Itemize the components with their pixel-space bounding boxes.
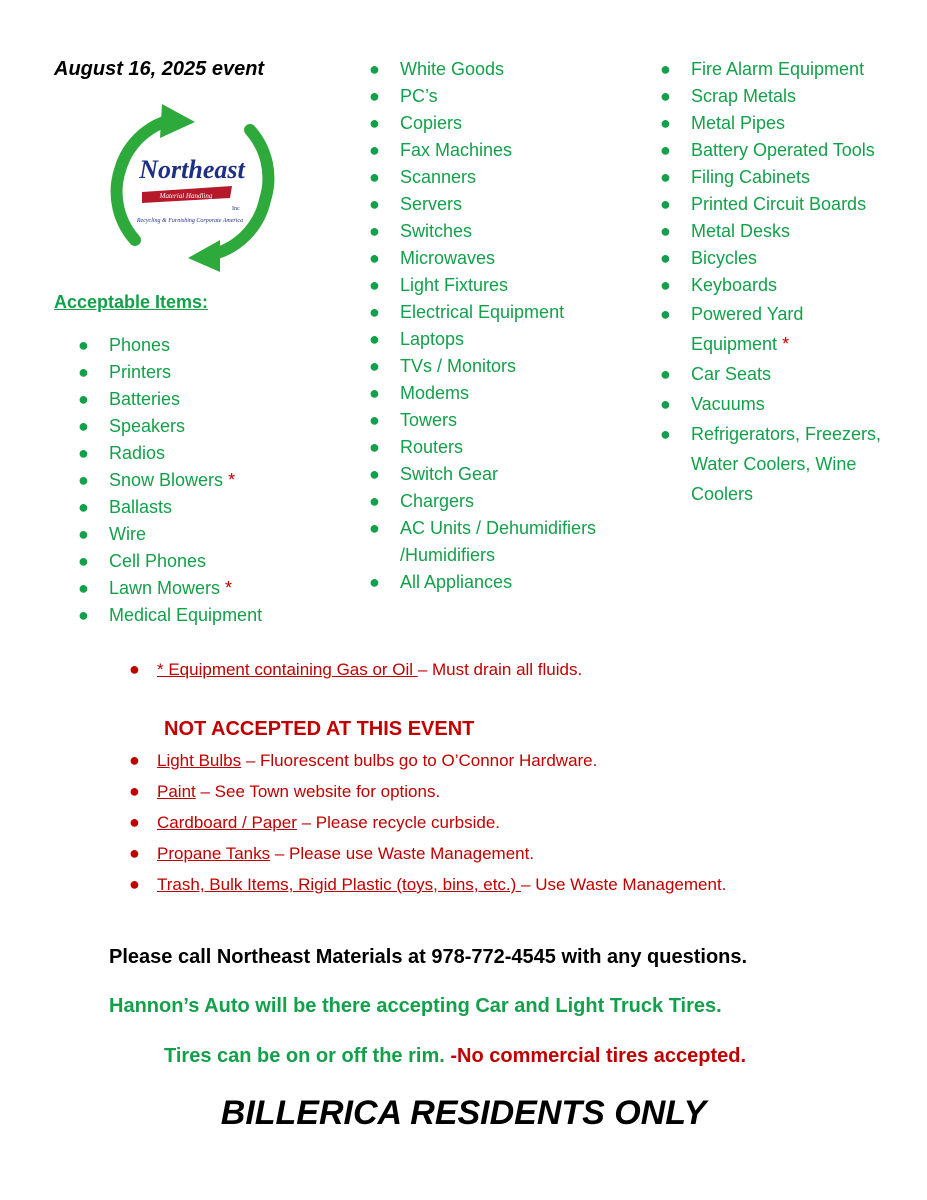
not-accepted-item <box>129 745 877 776</box>
list-item <box>78 440 349 467</box>
not-accepted-item-note: – Use Waste Management. <box>521 875 727 894</box>
list-item-label: Phones <box>109 335 171 355</box>
gas-oil-asterisk: * <box>782 334 790 354</box>
bullet-icon: ● <box>78 551 89 571</box>
logo-tagline-text: Recycling & Furnishing Corporate America <box>136 218 244 224</box>
list-item-label: Switches <box>400 221 473 241</box>
list-item-label: Fax Machines <box>400 140 513 160</box>
list-item <box>369 137 650 164</box>
not-accepted-list <box>129 745 877 900</box>
bullet-icon: ● <box>78 497 89 517</box>
list-item-label: Cell Phones <box>109 551 207 571</box>
acceptable-items-column-1 <box>78 332 349 629</box>
list-item <box>369 299 650 326</box>
list-item-label: Wire <box>109 524 146 544</box>
list-item-label: Microwaves <box>400 248 496 268</box>
list-item <box>78 413 349 440</box>
acceptable-items-column-2 <box>369 56 650 596</box>
list-item <box>660 359 891 389</box>
list-item <box>369 83 650 110</box>
bullet-icon: ● <box>660 167 671 187</box>
bullet-icon: ● <box>660 86 671 106</box>
list-item-label: Printed Circuit Boards <box>691 194 867 214</box>
list-item <box>369 407 650 434</box>
not-accepted-item <box>129 776 877 807</box>
list-item <box>369 515 650 569</box>
bullet-icon: ● <box>660 364 671 384</box>
bullet-icon: ● <box>369 86 380 106</box>
list-item <box>660 164 891 191</box>
list-item-label: TVs / Monitors <box>400 356 517 376</box>
list-item-label: Printers <box>109 362 172 382</box>
not-accepted-item-note: – Fluorescent bulbs go to O’Connor Hardware. <box>241 751 598 770</box>
list-item-label: Medical Equipment <box>109 605 263 625</box>
bullet-icon: ● <box>369 437 380 457</box>
list-item-label: Powered Yard Equipment <box>691 304 804 354</box>
list-item-label: All Appliances <box>400 572 513 592</box>
list-item-label: AC Units / Dehumidifiers /Humidifiers <box>400 518 597 565</box>
not-accepted-item-title: Paint <box>157 782 196 801</box>
list-item <box>78 386 349 413</box>
not-accepted-item <box>129 807 877 838</box>
bullet-icon: ● <box>369 140 380 160</box>
list-item <box>369 164 650 191</box>
list-item <box>78 332 349 359</box>
bullet-icon: ● <box>369 113 380 133</box>
bullet-icon: ● <box>129 874 140 894</box>
gas-oil-warning-text: – Must drain all fluids. <box>417 660 583 679</box>
list-item <box>369 461 650 488</box>
list-item-label: Radios <box>109 443 166 463</box>
list-item <box>660 56 891 83</box>
list-item <box>78 494 349 521</box>
not-accepted-item <box>129 838 877 869</box>
bullet-icon: ● <box>129 781 140 801</box>
list-item-label: Snow Blowers <box>109 470 229 490</box>
list-item <box>78 467 349 494</box>
gas-oil-warning <box>129 654 857 685</box>
bullet-icon: ● <box>660 394 671 414</box>
no-commercial-tires-text: -No commercial tires accepted. <box>450 1045 747 1067</box>
bullet-icon: ● <box>369 356 380 376</box>
bullet-icon: ● <box>369 248 380 268</box>
bullet-icon: ● <box>369 572 380 592</box>
bullet-icon: ● <box>78 389 89 409</box>
bullet-icon: ● <box>660 275 671 295</box>
list-item-label: Filing Cabinets <box>691 167 811 187</box>
not-accepted-item-note: – Please recycle curbside. <box>296 813 501 832</box>
bullet-icon: ● <box>129 812 140 832</box>
list-item-label: Electrical Equipment <box>400 302 565 322</box>
list-item <box>78 521 349 548</box>
list-item-label: Ballasts <box>109 497 173 517</box>
bullet-icon: ● <box>660 304 671 324</box>
list-item-label: White Goods <box>400 59 505 79</box>
list-item-label: Metal Pipes <box>691 113 786 133</box>
list-item <box>369 272 650 299</box>
logo-inc-text: Inc <box>232 206 240 212</box>
not-accepted-item-note: – Please use Waste Management. <box>270 844 535 863</box>
not-accepted-item-title: Cardboard / Paper <box>157 813 297 832</box>
bullet-icon: ● <box>660 140 671 160</box>
bullet-icon: ● <box>369 329 380 349</box>
gas-oil-warning-title: * Equipment containing Gas or Oil <box>157 660 418 679</box>
list-item <box>369 434 650 461</box>
not-accepted-item <box>129 869 877 900</box>
bullet-icon: ● <box>78 578 89 598</box>
list-item <box>369 56 650 83</box>
bullet-icon: ● <box>78 443 89 463</box>
list-item-label: Modems <box>400 383 470 403</box>
bullet-icon: ● <box>369 275 380 295</box>
list-item <box>660 419 891 509</box>
list-item <box>369 488 650 515</box>
list-item <box>369 569 650 596</box>
list-item-label: Scanners <box>400 167 477 187</box>
list-item <box>369 326 650 353</box>
list-item <box>660 272 891 299</box>
gas-oil-warning-list <box>129 654 857 685</box>
event-date: August 16, 2025 event <box>54 58 265 80</box>
bullet-icon: ● <box>369 491 380 511</box>
list-item <box>78 548 349 575</box>
bullet-icon: ● <box>369 410 380 430</box>
bullet-icon: ● <box>129 843 140 863</box>
acceptable-items-heading: Acceptable Items: <box>54 292 209 312</box>
list-item-label: Batteries <box>109 389 181 409</box>
list-item <box>660 389 891 419</box>
list-item-label: Battery Operated Tools <box>691 140 875 160</box>
list-item-label: Vacuums <box>691 394 765 414</box>
bullet-icon: ● <box>369 383 380 403</box>
list-item-label: Scrap Metals <box>691 86 797 106</box>
list-item-label: Light Fixtures <box>400 275 509 295</box>
list-item-label: Fire Alarm Equipment <box>691 59 865 79</box>
gas-oil-asterisk: * <box>225 578 233 598</box>
list-item <box>660 110 891 137</box>
bullet-icon: ● <box>78 605 89 625</box>
list-item-label: PC’s <box>400 86 438 106</box>
list-item-label: Copiers <box>400 113 463 133</box>
bullet-icon: ● <box>660 113 671 133</box>
bullet-icon: ● <box>369 167 380 187</box>
bullet-icon: ● <box>369 302 380 322</box>
list-item-label: Car Seats <box>691 364 772 384</box>
bullet-icon: ● <box>660 59 671 79</box>
bullet-icon: ● <box>78 524 89 544</box>
not-accepted-item-title: Propane Tanks <box>157 844 271 863</box>
tires-rim-text: Tires can be on or off the rim. <box>164 1045 451 1067</box>
list-item-label: Speakers <box>109 416 186 436</box>
not-accepted-heading: NOT ACCEPTED AT THIS EVENT <box>164 718 475 740</box>
bullet-icon: ● <box>369 59 380 79</box>
northeast-logo <box>100 100 280 275</box>
logo-company-text: Northeast <box>139 155 245 184</box>
not-accepted-item-note: – See Town website for options. <box>195 782 441 801</box>
list-item <box>369 191 650 218</box>
bullet-icon: ● <box>369 221 380 241</box>
bullet-icon: ● <box>78 470 89 490</box>
logo-subtitle-text: Material Handling <box>159 192 213 200</box>
residents-only-banner: BILLERICA RESIDENTS ONLY <box>220 1094 707 1132</box>
bullet-icon: ● <box>78 416 89 436</box>
bullet-icon: ● <box>78 335 89 355</box>
gas-oil-asterisk: * <box>228 470 236 490</box>
list-item <box>660 191 891 218</box>
bullet-icon: ● <box>369 464 380 484</box>
list-item-label: Laptops <box>400 329 465 349</box>
bullet-icon: ● <box>369 518 380 538</box>
list-item-label: Refrigerators, Freezers, Water Coolers, Wine Coolers <box>691 424 882 504</box>
list-item-label: Bicycles <box>691 248 758 268</box>
bullet-icon: ● <box>129 750 140 770</box>
hannons-auto-line: Hannon’s Auto will be there accepting Car and Light Truck Tires. <box>109 995 722 1017</box>
list-item-label: Switch Gear <box>400 464 499 484</box>
list-item <box>369 110 650 137</box>
list-item-label: Routers <box>400 437 464 457</box>
bullet-icon: ● <box>660 221 671 241</box>
bullet-icon: ● <box>369 194 380 214</box>
list-item <box>369 380 650 407</box>
list-item <box>78 602 349 629</box>
list-item-label: Metal Desks <box>691 221 791 241</box>
list-item <box>660 218 891 245</box>
list-item <box>369 245 650 272</box>
list-item <box>660 299 891 359</box>
bullet-icon: ● <box>78 362 89 382</box>
list-item <box>369 353 650 380</box>
list-item <box>660 83 891 110</box>
acceptable-items-column-3 <box>660 56 891 509</box>
bullet-icon: ● <box>660 424 671 444</box>
list-item-label: Chargers <box>400 491 475 511</box>
bullet-icon: ● <box>660 194 671 214</box>
list-item-label: Keyboards <box>691 275 778 295</box>
list-item-label: Servers <box>400 194 463 214</box>
list-item <box>78 575 349 602</box>
not-accepted-item-title: Light Bulbs <box>157 751 242 770</box>
list-item-label: Towers <box>400 410 458 430</box>
list-item <box>660 137 891 164</box>
bullet-icon: ● <box>660 248 671 268</box>
list-item-label: Lawn Mowers <box>109 578 226 598</box>
tires-line <box>164 1045 746 1068</box>
contact-line: Please call Northeast Materials at 978-772-4545 with any questions. <box>109 946 748 968</box>
list-item <box>660 245 891 272</box>
not-accepted-item-title: Trash, Bulk Items, Rigid Plastic (toys, bins, etc.) <box>157 875 522 894</box>
bullet-icon: ● <box>129 659 140 679</box>
list-item <box>78 359 349 386</box>
list-item <box>369 218 650 245</box>
